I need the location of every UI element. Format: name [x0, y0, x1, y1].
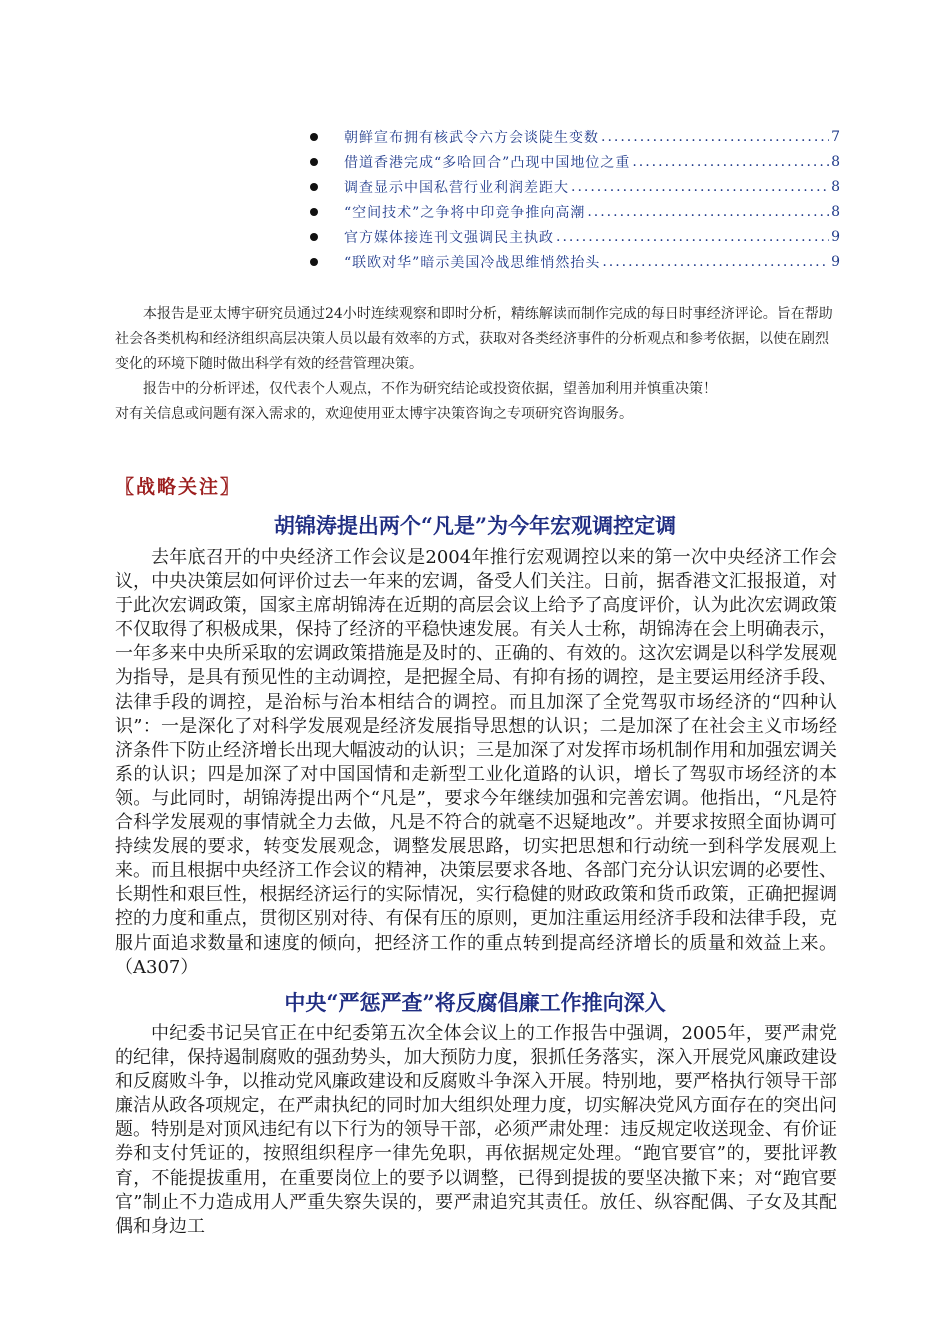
article-title: 胡锦涛提出两个“凡是”为今年宏观调控定调 [273, 513, 677, 538]
toc-item[interactable] [310, 224, 840, 249]
toc-leader-dots [602, 254, 829, 270]
toc-leader-dots [632, 154, 829, 170]
toc-item-title: 借道香港完成“多哈回合”凸现中国地位之重 [344, 154, 631, 171]
bullet-icon [310, 233, 318, 241]
toc-item[interactable] [310, 124, 840, 149]
intro-disclaimer: 报告中的分析评述，仅代表个人观点，不作为研究结论或投资依据，望善加利用并慎重决策！ [143, 381, 717, 397]
article-title: 中央“严惩严查”将反腐倡廉工作推向深入 [284, 990, 666, 1015]
toc-item-title: 官方媒体接连刊文强调民主执政 [344, 229, 554, 246]
toc-leader-dots [571, 179, 829, 195]
toc-item-title: 调查显示中国私营行业利润差距大 [344, 179, 569, 196]
intro-service-note: 对有关信息或问题有深入需求的，欢迎使用亚太博宇决策咨询之专项研究咨询服务。 [115, 406, 633, 422]
toc-item[interactable] [310, 249, 840, 274]
toc-item-page: 8 [831, 203, 840, 220]
bullet-icon [310, 258, 318, 266]
toc-leader-dots [587, 204, 829, 220]
toc-item[interactable] [310, 199, 840, 224]
table-of-contents [310, 124, 840, 274]
toc-item-page: 8 [831, 178, 840, 195]
toc-leader-dots [556, 229, 829, 245]
toc-item[interactable] [310, 174, 840, 199]
article-body [115, 546, 837, 980]
section-tag: 〖战略关注〗 [115, 476, 242, 498]
bullet-icon [310, 208, 318, 216]
bullet-icon [310, 133, 318, 141]
toc-item-title: “空间技术”之争将中印竞争推向高潮 [344, 204, 586, 221]
toc-item-page: 9 [831, 228, 840, 245]
toc-item-page: 7 [831, 128, 840, 145]
report-intro [115, 302, 835, 427]
toc-item-page: 9 [831, 253, 840, 270]
bullet-icon [310, 183, 318, 191]
toc-leader-dots [601, 129, 829, 145]
article-paragraph: 中纪委书记吴官正在中纪委第五次全体会议上的工作报告中强调，2005年，要严肃党的纪律，保持遏制腐败的强劲势头，加大预防力度，狠抓任务落实，深入开展党风廉政建设和反腐败斗争，以推动党风廉政建设和反腐败斗争深入开展。特别地，要严格执行领导干部廉洁从政各项规定，在严肃执纪的同时加大组织处理力度，切实解决党风方面存在的突出问题。特别是对顶风违纪有以下行为的领导干部，必须严肃处理：违反规定收送现金、有价证券和支付凭证的，按照组织程序一律先免职，再依据规定处理。“跑官要官”的，要批评教育，不能提拔重用，在重要岗位上的要予以调整，已得到提拔的要坚决撤下来；对“跑官要官”制止不力造成用人严重失察失误的，要严肃追究其责任。放任、纵容配偶、子女及其配偶和身边工 [115, 1023, 837, 1237]
bullet-icon [310, 158, 318, 166]
article-paragraph: 去年底召开的中央经济工作会议是2004年推行宏观调控以来的第一次中央经济工作会议，中央决策层如何评价过去一年来的宏调，备受人们关注。日前，据香港文汇报报道，对于此次宏调政策，国家主席胡锦涛在近期的高层会议上给予了高度评价，认为此次宏调政策不仅取得了积极成果，保持了经济的平稳快速发展。有关人士称，胡锦涛在会上明确表示，一年多来中央所采取的宏调政策措施是及时的、正确的、有效的。这次宏调是以科学发展观为指导，是具有预见性的主动调控，是把握全局、有抑有扬的调控，是主要运用经济手段、法律手段的调控，是治标与治本相结合的调控。而且加深了全党驾驭市场经济的“四种认识”：一是深化了对科学发展观是经济发展指导思想的认识；二是加深了在社会主义市场经济条件下防止经济增长出现大幅波动的认识；三是加深了对发挥市场机制作用和加强宏调关系的认识；四是加深了对中国国情和走新型工业化道路的认识，增长了驾驭市场经济的本领。与此同时，胡锦涛提出两个“凡是”，要求今年继续加强和完善宏调。他指出，“凡是符合科学发展观的事情就全力去做，凡是不符合的就毫不迟疑地改”。并要求按照全面协调可持续发展的要求，转变发展观念，调整发展思路，切实把思想和行动统一到科学发展观上来。而且根据中央经济工作会议的精神，决策层要求各地、各部门充分认识宏调的必要性、长期性和艰巨性，根据经济运行的实际情况，实行稳健的财政政策和货币政策，正确把握调控的力度和重点，贯彻区别对待、有保有压的原则，更加注重运用经济手段和法律手段，克服片面追求数量和速度的倾向，把经济工作的重点转到提高经济增长的质量和效益上来。（A307） [115, 547, 837, 978]
intro-paragraph: 本报告是亚太博宇研究员通过24小时连续观察和即时分析，精练解读而制作完成的每日时事经济评论。旨在帮助社会各类机构和经济组织高层决策人员以最有效率的方式，获取对各类经济事件的分析观点和参考依据，以使在剧烈变化的环境下随时做出科学有效的经营管理决策。 [115, 306, 833, 372]
toc-item-title: “联欧对华”暗示美国冷战思维悄然抬头 [344, 254, 601, 271]
toc-item[interactable] [310, 149, 840, 174]
article-body [115, 1022, 837, 1239]
toc-item-title: 朝鲜宣布拥有核武令六方会谈陡生变数 [344, 129, 599, 146]
toc-item-page: 8 [831, 153, 840, 170]
